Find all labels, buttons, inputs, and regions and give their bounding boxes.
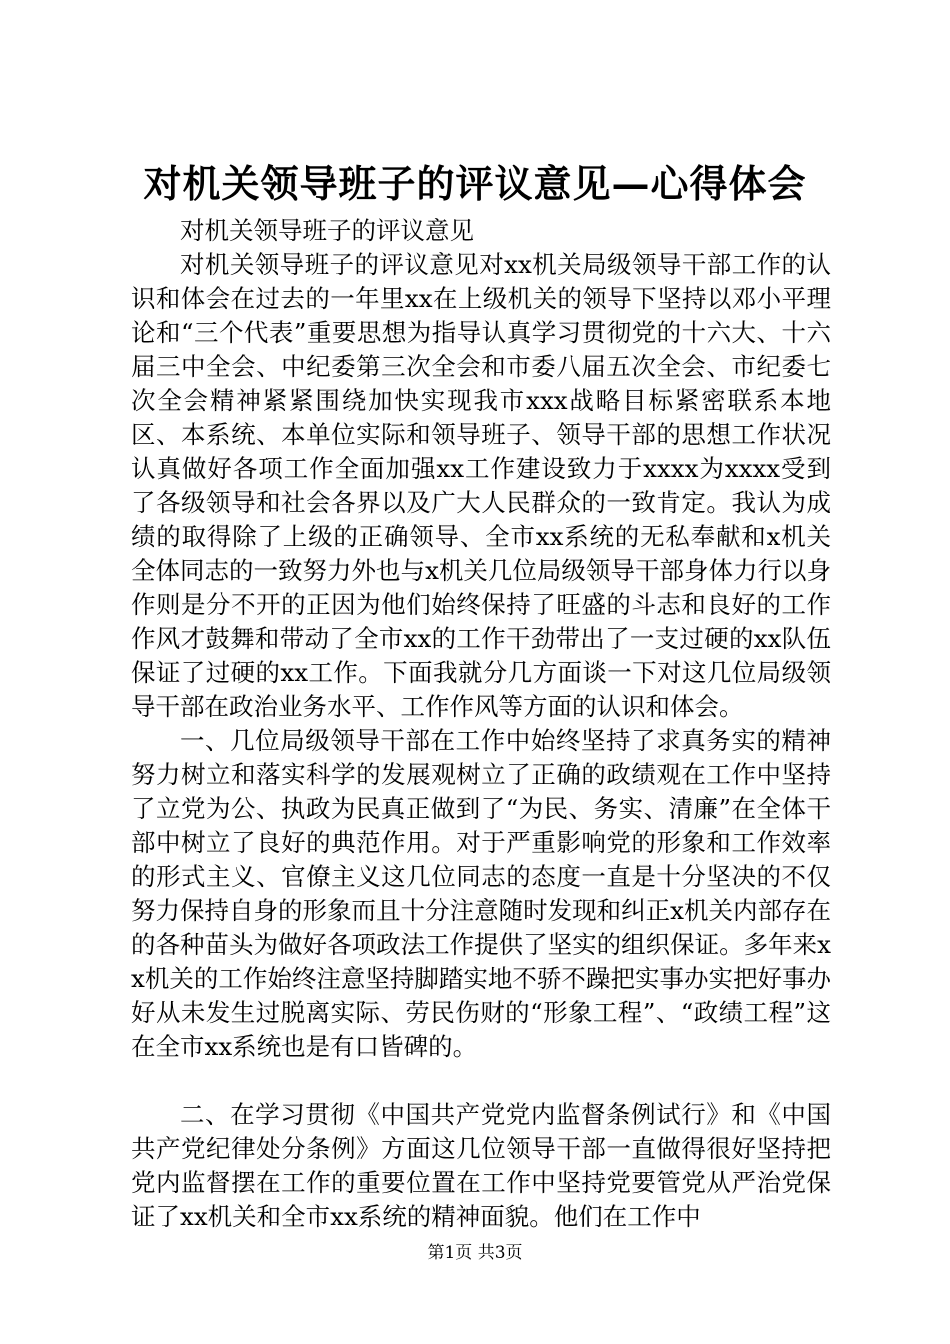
subtitle-paragraph: 对机关领导班子的评议意见 [180, 216, 474, 245]
document-title: 对机关领导班子的评议意见—心得体会 [143, 161, 807, 206]
section-two-paragraph: 二、在学习贯彻《中国共产党党内监督条例试行》和《中国共产党纪律处分条例》方面这几位领导干部一直做得很好坚持把党内监督摆在工作的重要位置在工作中坚持党要管党从严治党保证了xx机关和全市xx系统的精神面貌。他们在工作中 [131, 1100, 831, 1231]
body-paragraph: 对机关领导班子的评议意见对xx机关局级领导干部工作的认识和体会在过去的一年里xx在上级机关的领导下坚持以邓小平理论和“三个代表”重要思想为指导认真学习贯彻党的十六大、十六届三中全会、中纪委第三次全会和市委八届五次全会、市纪委七次全会精神紧紧围绕加快实现我市xxx战略目标紧密联系本地区、本系统、本单位实际和领导班子、领导干部的思想工作状况认真做好各项工作全面加强xx工作建设致力于xxxx为xxxx受到了各级领导和社会各界以及广大人民群众的一致肯定。我认为成绩的取得除了上级的正确领导、全市xx系统的无私奉献和x机关全体同志的一致努力外也与x机关几位局级领导干部身体力行以身作则是分不开的正因为他们始终保持了旺盛的斗志和良好的工作作风才鼓舞和带动了全市xx的工作干劲带出了一支过硬的xx队伍保证了过硬的xx工作。下面我就分几方面谈一下对这几位局级领导干部在政治业务水平、工作作风等方面的认识和体会。 [131, 250, 831, 721]
section-one-paragraph: 一、几位局级领导干部在工作中始终坚持了求真务实的精神努力树立和落实科学的发展观树立了正确的政绩观在工作中坚持了立党为公、执政为民真正做到了“为民、务实、清廉”在全体干部中树立了良好的典范作用。对于严重影响党的形象和工作效率的形式主义、官僚主义这几位同志的态度一直是十分坚决的不仅努力保持自身的形象而且十分注意随时发现和纠正x机关内部存在的各种苗头为做好各项政法工作提供了坚实的组织保证。多年来xx机关的工作始终注意坚持脚踏实地不骄不躁把实事办实把好事办好从未发生过脱离实际、劳民伤财的“形象工程”、“政绩工程”这在全市xx系统也是有口皆碑的。 [131, 726, 831, 1061]
page-number-footer: 第1页 共3页 [427, 1243, 523, 1263]
document-body [131, 214, 831, 1234]
